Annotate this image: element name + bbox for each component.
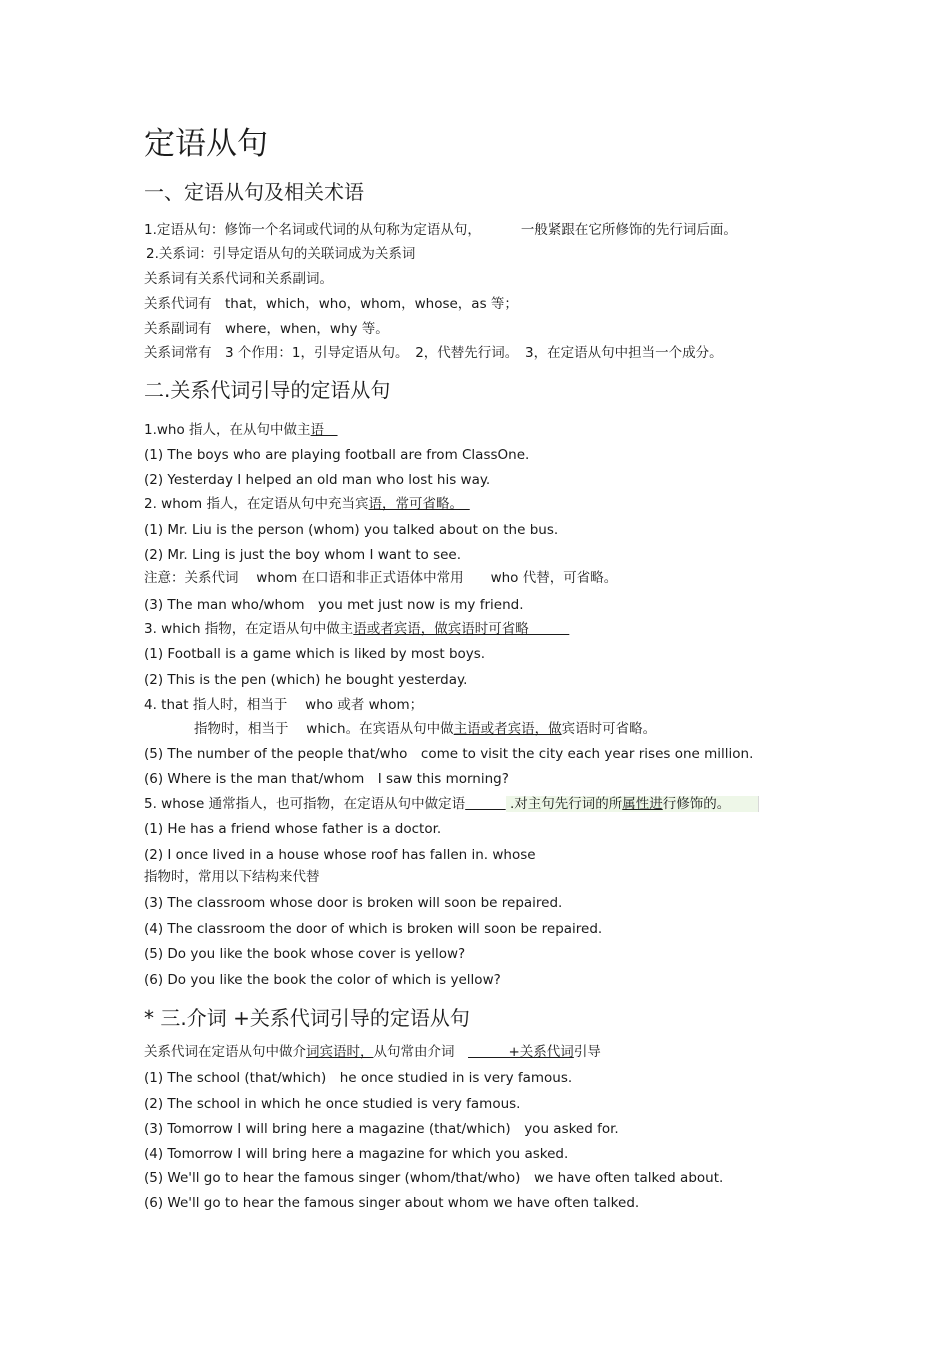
example-line: (1) The school (that/which) he once studied in is very famous. <box>144 1070 573 1086</box>
underlined-text: +关系代词 <box>468 1044 574 1060</box>
example-line: (2) Yesterday I helped an old man who lost his way. <box>144 472 491 488</box>
underlined-text: 语，常可省略。 <box>368 496 470 512</box>
text-line <box>194 719 656 739</box>
text-line: 4. that 指人时，相当于 who 或者 whom； <box>144 697 424 713</box>
example-line: (2) This is the pen (which) he bought yesterday. <box>144 672 468 688</box>
text-line: 关系词常有 3 个作用：1，引导定语从句。 2，代替先行词。 3，在定语从句中担当一个成分。 <box>144 345 723 361</box>
example-line: (3) Tomorrow I will bring here a magazine (that/which) you asked for. <box>144 1121 619 1137</box>
text-line <box>144 420 338 440</box>
text-line: 关系副词有 where，when，why 等。 <box>144 321 389 337</box>
note-line: 注意：关系代词 whom 在口语和非正式语体中常用 who 代替，可省略。 <box>144 570 618 586</box>
text-segment: 从句常由介词 <box>373 1044 468 1060</box>
text-line: 关系词有关系代词和关系副词。 <box>144 271 333 287</box>
example-line: (6) Do you like the book the color of which is yellow? <box>144 972 501 988</box>
example-line: (5) We'll go to hear the famous singer (whom/that/who) we have often talked about. <box>144 1170 724 1186</box>
example-line: (1) He has a friend whose father is a doctor. <box>144 821 442 837</box>
text-segment: 5. whose 通常指人，也可指物，在定语从句中做定语 <box>144 796 466 812</box>
text-line: 指物时，常用以下结构来代替 <box>144 869 320 885</box>
example-line: (6) Where is the man that/whom I saw this morning? <box>144 771 509 787</box>
example-line: (5) The number of the people that/who come to visit the city each year rises one million. <box>144 746 754 762</box>
example-line: (3) The classroom whose door is broken will soon be repaired. <box>144 895 563 911</box>
underlined-text <box>465 796 506 812</box>
text-segment: 2. whom 指人，在定语从句中充当宾 <box>144 496 369 512</box>
example-line: (2) I once lived in a house whose roof has fallen in. whose <box>144 847 536 863</box>
text-segment: 1.定语从句：修饰一个名词或代词的从句称为定语从句， <box>144 222 481 238</box>
example-line: (1) Football is a game which is liked by most boys. <box>144 646 486 662</box>
section-heading-2: 二.关系代词引导的定语从句 <box>144 378 391 402</box>
page-title: 定语从句 <box>144 126 268 162</box>
text-segment: .对主句先行词的所 <box>505 796 623 812</box>
underlined-text: 语 <box>310 422 338 438</box>
example-line: (4) Tomorrow I will bring here a magazine for which you asked. <box>144 1146 569 1162</box>
text-line <box>144 494 470 514</box>
text-line <box>144 1042 601 1062</box>
section-heading-1: 一、定语从句及相关术语 <box>144 180 364 204</box>
text-line: 2.关系词：引导定语从句的关联词成为关系词 <box>146 246 416 262</box>
highlighted-text <box>506 796 760 812</box>
text-line: 关系代词有 that，which，who，whom，whose，as 等； <box>144 296 518 312</box>
underlined-text: 属性进 <box>622 796 663 812</box>
example-line: (3) The man who/whom you met just now is my friend. <box>144 597 524 613</box>
text-segment: 指物时，相当于 which。在宾语从句中做 <box>194 721 454 737</box>
text-line <box>144 220 737 240</box>
text-segment: 宾语时可省略。 <box>561 721 657 737</box>
text-segment: 一般紧跟在它所修饰的先行词后面。 <box>520 222 737 238</box>
example-line: (6) We'll go to hear the famous singer about whom we have often talked. <box>144 1195 640 1211</box>
section-heading-3: * 三.介词 +关系代词引导的定语从句 <box>144 1006 470 1030</box>
underlined-text: 词宾语时， <box>306 1044 374 1060</box>
example-line: (1) Mr. Liu is the person (whom) you talked about on the bus. <box>144 522 559 538</box>
text-line <box>144 794 759 814</box>
text-line <box>144 619 569 639</box>
text-segment: 1.who 指人，在从句中做主 <box>144 422 311 438</box>
example-line: (2) The school in which he once studied is very famous. <box>144 1096 521 1112</box>
example-line: (4) The classroom the door of which is broken will soon be repaired. <box>144 921 603 937</box>
example-line: (1) The boys who are playing football are from ClassOne. <box>144 447 530 463</box>
text-segment: 3. which 指物，在定语从句中做主 <box>144 621 354 637</box>
text-segment: 关系代词在定语从句中做介 <box>144 1044 306 1060</box>
example-line: (5) Do you like the book whose cover is yellow? <box>144 946 466 962</box>
underlined-text: 主语或者宾语，做 <box>453 721 562 737</box>
underlined-text: 语或者宾语，做宾语时可省略 <box>353 621 570 637</box>
example-line: (2) Mr. Ling is just the boy whom I want to see. <box>144 547 462 563</box>
text-segment: 引导 <box>573 1044 601 1060</box>
text-segment: 行修饰的。 <box>662 796 731 812</box>
